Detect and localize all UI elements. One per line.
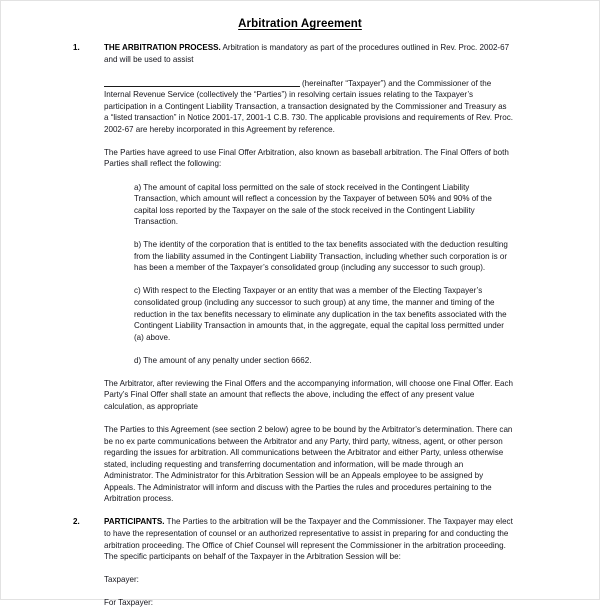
section-1-intro-text: Arbitration is mandatory as part of the procedures outlined in Rev. Proc. 2002-67 and will be used to assist <box>104 43 510 64</box>
section-1-arbitrator-paragraph: The Arbitrator, after reviewing the Final Offers and the accompanying information, will choose one Final Offer. Each Party’s Final Offer shall state an amount that reflects the above, including the effect of any present value calculation, as appropriate <box>104 378 513 411</box>
section-1-subitem-a: a) The amount of capital loss permitted on the sale of stock received in the Contingent Liability Transaction, which amount will reflect a concession by the Taxpayer of between 50% and 90% of the capital loss reported by the Taxpayer on the sale of the stock received in the Contingent Liability Transaction. <box>134 182 492 227</box>
section-number-2: 2. <box>73 517 80 527</box>
section-1-final-offer-paragraph: The Parties have agreed to use Final Offer Arbitration, also known as baseball arbitration. The Final Offers of both Parties shall reflect the following: <box>104 147 509 169</box>
field-label-taxpayer: Taxpayer: <box>104 575 139 585</box>
section-1-subitem-b: b) The identity of the corporation that is entitled to the tax benefits associated with the deduction resulting from the liability assumed in the Contingent Liability Transaction, including whether such corporation is or has been a member of the Taxpayer’s consolidated group (including any successor to such group). <box>134 240 508 273</box>
section-1-intro-paragraph <box>104 42 513 65</box>
document-sheet <box>1 1 599 608</box>
section-1-blank-continuation-text: (hereinafter “Taxpayer”) and the Commissioner of the Internal Revenue Service (collectively the “Parties”) in resolving certain issues relating to the Taxpayer’s participation in a Contingent Liability Transaction, a transaction designated by the Commissioner and Treasury as a “listed transaction” in Notice 2001-17, 2001-1 C.B. 730. The applicable provisions and requirements of Rev. Proc. 2002-67 are hereby incorporated in this Agreement by reference. <box>104 78 513 134</box>
section-gap <box>1 505 599 517</box>
section-number-1: 1. <box>73 43 80 52</box>
section-arbitration-process <box>1 42 599 505</box>
document-body <box>1 42 599 609</box>
section-2-intro-paragraph <box>104 516 513 562</box>
taxpayer-name-blank-line[interactable] <box>104 77 300 87</box>
section-1-subitem-d: d) The amount of any penalty under section 6662. <box>134 355 312 365</box>
section-1-heading: THE ARBITRATION PROCESS. <box>104 43 221 52</box>
field-label-for-taxpayer: For Taxpayer: <box>104 598 154 608</box>
section-1-blank-fill-paragraph <box>104 77 513 136</box>
section-participants <box>1 516 599 608</box>
section-2-intro-text: The Parties to the arbitration will be the Taxpayer and the Commissioner. The Taxpayer may elect to have the representation of counsel or an authorized representative to assist in preparing for and conducting the arbitration proceeding. The Office of Chief Counsel will represent the Commissioner in the arbitration proceeding. The specific participants on behalf of the Taxpayer in the Arbitration Session will be: <box>104 517 513 562</box>
section-1-binding-paragraph: The Parties to this Agreement (see section 2 below) agree to be bound by the Arbitrator’s determination. There can be no ex parte communications between the Arbitrator and any Party, third party, witness, agent, or other person regarding the issues for arbitration. All communications between the Arbitrator and either Party, unless otherwise stated, including requesting and transferring documentation and information, will be made through an Administrator. The Administrator for this Arbitration Session will be an Appeals employee to be assigned by Appeals. The Administrator will inform and discuss with the Parties the rules and procedures pertaining to the Arbitration process. <box>104 425 513 504</box>
page-title: Arbitration Agreement <box>238 18 362 30</box>
section-2-heading: PARTICIPANTS. <box>104 517 165 527</box>
section-1-subitem-c: c) With respect to the Electing Taxpayer or an entity that was a member of the Electing Taxpayer’s consolidated group (including any successor to such group) at any time, the manner and timing of the reduction in the tax benefits necessary to eliminate any duplication in the tax benefits associated with the Contingent Liability Transaction in amounts that, in the aggregate, equal the capital loss permitted under (a) above. <box>134 286 507 342</box>
